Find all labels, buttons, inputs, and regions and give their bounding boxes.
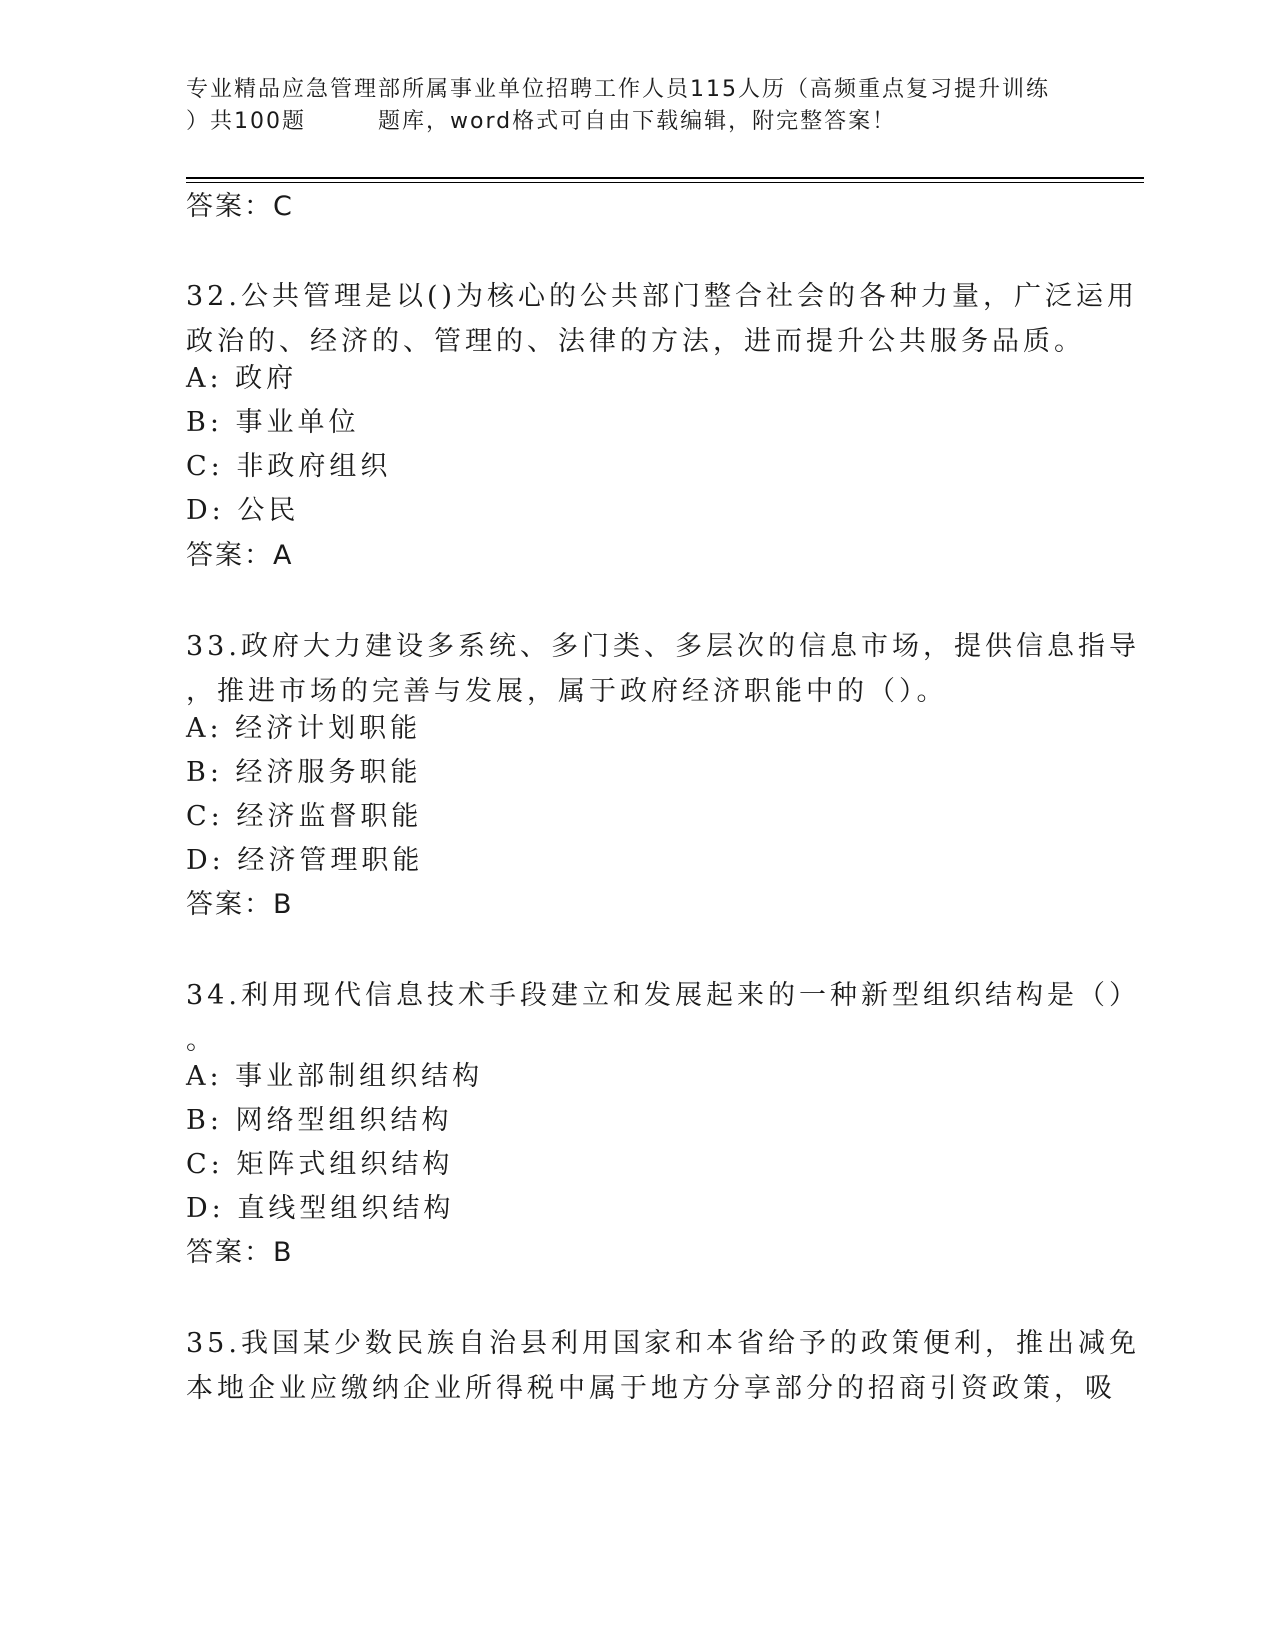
header-divider-thin [186, 182, 1144, 183]
answer-32: 答案：A [186, 540, 294, 571]
header-line-1: 专业精品应急管理部所属事业单位招聘工作人员115人历（高频重点复习提升训练 [186, 77, 1050, 102]
question-line: 本地企业应缴纳企业所得税中属于地方分享部分的招商引资政策，吸 [186, 1373, 1116, 1404]
option-a: A: 政府 [186, 363, 298, 394]
option-a: A: 经济计划职能 [186, 713, 422, 744]
option-d: D: 公民 [186, 495, 300, 526]
option-d: D: 直线型组织结构 [186, 1193, 455, 1224]
question-line: 33.政府大力建设多系统、多门类、多层次的信息市场，提供信息指导 [186, 631, 1140, 662]
question-35 [186, 1321, 1140, 1411]
header-line-2b: 题库，word格式可自由下载编辑，附完整答案！ [378, 109, 897, 134]
question-34 [186, 973, 1140, 1063]
option-c: C: 非政府组织 [186, 451, 392, 482]
header-line-2 [186, 106, 1086, 138]
option-b: B: 经济服务职能 [186, 757, 422, 788]
option-a: A: 事业部制组织结构 [186, 1061, 484, 1092]
answer-prev: 答案：C [186, 191, 294, 222]
document-header [186, 74, 1086, 138]
question-line: 34.利用现代信息技术手段建立和发展起来的一种新型组织结构是（） [186, 980, 1140, 1011]
question-line: ，推进市场的完善与发展，属于政府经济职能中的（）。 [186, 676, 948, 707]
question-line: 政治的、经济的、管理的、法律的方法，进而提升公共服务品质。 [186, 326, 1085, 357]
option-d: D: 经济管理职能 [186, 845, 424, 876]
option-c: C: 经济监督职能 [186, 801, 423, 832]
question-32 [186, 274, 1139, 364]
option-c: C: 矩阵式组织结构 [186, 1149, 454, 1180]
answer-33: 答案：B [186, 889, 294, 920]
question-33 [186, 624, 1140, 714]
header-line-2a: ）共100题 [186, 109, 306, 134]
question-line: 。 [186, 1025, 217, 1056]
question-line: 35.我国某少数民族自治县利用国家和本省给予的政策便利，推出减免 [186, 1328, 1140, 1359]
option-b: B: 网络型组织结构 [186, 1105, 453, 1136]
answer-34: 答案：B [186, 1237, 294, 1268]
option-b: B: 事业单位 [186, 407, 360, 438]
header-divider-thick [186, 177, 1144, 179]
question-line: 32.公共管理是以()为核心的公共部门整合社会的各种力量，广泛运用 [186, 281, 1139, 312]
